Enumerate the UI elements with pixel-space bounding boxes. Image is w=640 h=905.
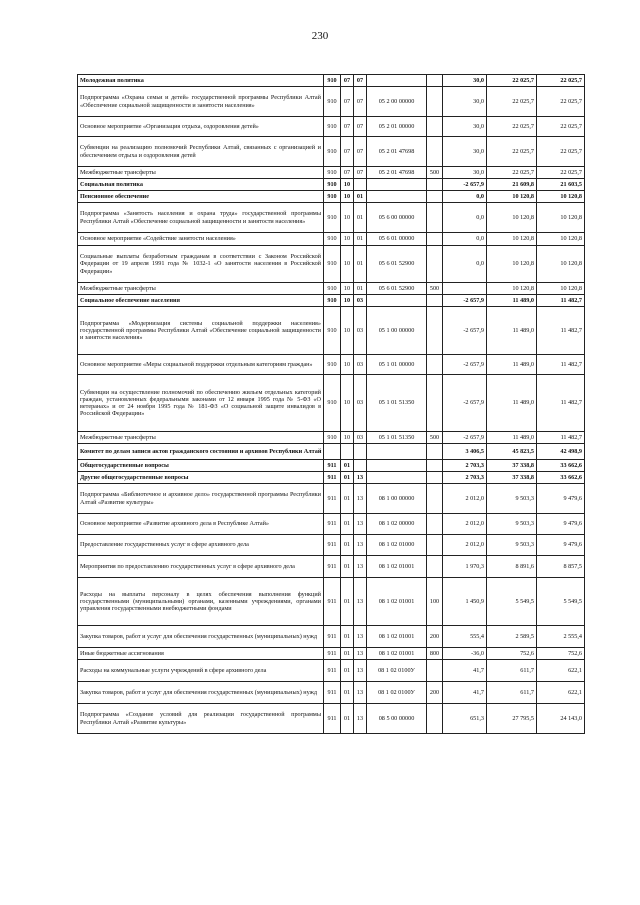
subsection-code: 03	[354, 307, 367, 355]
section-code: 01	[341, 472, 354, 484]
target-article-code: 05 2 01 00000	[367, 117, 427, 137]
row-name: Пенсионное обеспечение	[78, 191, 324, 203]
ved-code: 910	[324, 179, 341, 191]
ved-code: 910	[324, 75, 341, 87]
amount-year-2: 11 482,7	[537, 432, 585, 444]
amount-change: 2 012,0	[443, 514, 487, 535]
target-article-code	[367, 444, 427, 460]
expense-type-code	[427, 295, 443, 307]
amount-change: 2 012,0	[443, 535, 487, 556]
subsection-code: 03	[354, 432, 367, 444]
table-row	[78, 295, 585, 307]
ved-code: 911	[324, 682, 341, 704]
amount-year-1: 10 120,8	[487, 233, 537, 246]
subsection-code: 13	[354, 484, 367, 514]
amount-change: 30,0	[443, 137, 487, 167]
ved-code: 910	[324, 191, 341, 203]
target-article-code: 08 1 00 00000	[367, 484, 427, 514]
amount-year-2: 22 025,7	[537, 87, 585, 117]
target-article-code: 05 1 00 00000	[367, 307, 427, 355]
amount-change: 0,0	[443, 246, 487, 283]
subsection-code: 01	[354, 233, 367, 246]
row-name: Молодежная политика	[78, 75, 324, 87]
amount-year-2: 42 498,9	[537, 444, 585, 460]
expense-type-code	[427, 87, 443, 117]
section-code: 01	[341, 556, 354, 578]
table-row	[78, 179, 585, 191]
table-row	[78, 444, 585, 460]
subsection-code: 01	[354, 203, 367, 233]
subsection-code: 13	[354, 660, 367, 682]
amount-year-1: 611,7	[487, 682, 537, 704]
target-article-code	[367, 179, 427, 191]
subsection-code: 01	[354, 246, 367, 283]
expense-type-code	[427, 191, 443, 203]
amount-year-2: 21 603,5	[537, 179, 585, 191]
table-row	[78, 355, 585, 375]
expense-type-code: 500	[427, 167, 443, 179]
target-article-code: 05 1 01 51350	[367, 375, 427, 432]
table-row	[78, 432, 585, 444]
expense-type-code: 500	[427, 283, 443, 295]
ved-code: 910	[324, 203, 341, 233]
subsection-code: 13	[354, 578, 367, 626]
target-article-code: 05 2 01 47698	[367, 167, 427, 179]
table-row	[78, 87, 585, 117]
table-row	[78, 556, 585, 578]
subsection-code: 13	[354, 514, 367, 535]
amount-change: 0,0	[443, 203, 487, 233]
ved-code: 911	[324, 660, 341, 682]
row-name: Межбюджетные трансферты	[78, 167, 324, 179]
ved-code: 910	[324, 355, 341, 375]
row-name: Подпрограмма «Библиотечное и архивное дело» государственной программы Республики Алтай «Развитие культуры»	[78, 484, 324, 514]
target-article-code: 08 1 02 01001	[367, 578, 427, 626]
section-code: 01	[341, 578, 354, 626]
amount-year-2: 33 662,6	[537, 460, 585, 472]
row-name: Основное мероприятие «Организация отдыха, оздоровления детей»	[78, 117, 324, 137]
ved-code: 910	[324, 233, 341, 246]
row-name: Основное мероприятие «Меры социальной поддержки отдельным категориям граждан»	[78, 355, 324, 375]
amount-year-1: 2 589,5	[487, 626, 537, 648]
amount-year-2: 622,1	[537, 682, 585, 704]
row-name: Закупка товаров, работ и услуг для обеспечения государственных (муниципальных) нужд	[78, 626, 324, 648]
ved-code: 911	[324, 460, 341, 472]
amount-change	[443, 283, 487, 295]
row-name: Расходы на коммунальные услуги учреждений в сфере архивного дела	[78, 660, 324, 682]
table-row	[78, 484, 585, 514]
section-code: 01	[341, 535, 354, 556]
table-row	[78, 246, 585, 283]
section-code: 10	[341, 295, 354, 307]
table-row	[78, 514, 585, 535]
target-article-code	[367, 295, 427, 307]
amount-change: -2 657,9	[443, 295, 487, 307]
amount-change: 2 703,3	[443, 472, 487, 484]
amount-change: 1 970,3	[443, 556, 487, 578]
target-article-code: 08 5 00 00000	[367, 704, 427, 734]
ved-code: 911	[324, 704, 341, 734]
target-article-code: 05 1 01 51350	[367, 432, 427, 444]
amount-year-2: 11 482,7	[537, 375, 585, 432]
amount-change: -36,0	[443, 648, 487, 660]
amount-change: 2 703,3	[443, 460, 487, 472]
ved-code: 911	[324, 535, 341, 556]
ved-code: 910	[324, 375, 341, 432]
target-article-code: 08 1 02 0100У	[367, 660, 427, 682]
ved-code: 910	[324, 137, 341, 167]
row-name: Межбюджетные трансферты	[78, 283, 324, 295]
amount-change: -2 657,9	[443, 179, 487, 191]
row-name: Основное мероприятие «Содействие занятости населения»	[78, 233, 324, 246]
subsection-code: 03	[354, 355, 367, 375]
ved-code: 911	[324, 514, 341, 535]
ved-code: 911	[324, 626, 341, 648]
section-code: 10	[341, 203, 354, 233]
subsection-code: 13	[354, 704, 367, 734]
amount-year-1: 11 489,0	[487, 375, 537, 432]
amount-change: 41,7	[443, 682, 487, 704]
expense-type-code	[427, 355, 443, 375]
expense-type-code: 100	[427, 578, 443, 626]
ved-code: 910	[324, 117, 341, 137]
expense-type-code	[427, 444, 443, 460]
subsection-code: 07	[354, 137, 367, 167]
row-name: Подпрограмма «Создание условий для реализации государственной программы Республики Алтай «Развитие культуры»	[78, 704, 324, 734]
amount-change: 30,0	[443, 75, 487, 87]
ved-code: 911	[324, 578, 341, 626]
table-row	[78, 75, 585, 87]
section-code: 10	[341, 191, 354, 203]
ved-code: 910	[324, 246, 341, 283]
target-article-code: 08 1 02 01001	[367, 626, 427, 648]
subsection-code	[354, 179, 367, 191]
table-row	[78, 472, 585, 484]
row-name: Расходы на выплаты персоналу в целях обеспечения выполнения функций государственными (муниципальными) органами, казенными учреждениями, органами управления государственными внебюджетными фондами	[78, 578, 324, 626]
row-name: Социальное обеспечение населения	[78, 295, 324, 307]
amount-year-2: 9 479,6	[537, 484, 585, 514]
amount-year-2: 10 120,8	[537, 191, 585, 203]
row-name: Межбюджетные трансферты	[78, 432, 324, 444]
target-article-code	[367, 191, 427, 203]
expense-type-code	[427, 375, 443, 432]
amount-change: 651,3	[443, 704, 487, 734]
subsection-code: 13	[354, 472, 367, 484]
table-row	[78, 233, 585, 246]
amount-year-1: 10 120,8	[487, 203, 537, 233]
amount-year-2: 24 143,0	[537, 704, 585, 734]
expense-type-code	[427, 307, 443, 355]
amount-change: 0,0	[443, 233, 487, 246]
target-article-code: 05 6 01 52900	[367, 246, 427, 283]
amount-year-1: 9 503,3	[487, 535, 537, 556]
subsection-code: 13	[354, 648, 367, 660]
table-row	[78, 704, 585, 734]
table-row	[78, 307, 585, 355]
subsection-code: 13	[354, 682, 367, 704]
target-article-code: 05 6 01 52900	[367, 283, 427, 295]
row-name: Субвенции на осуществление полномочий по обеспечению жильем отдельных категорий граждан, установленных федеральными законами от 12 января 1995 года № 5-ФЗ «О ветеранах» и от 24 ноября 1995 года № 181-ФЗ «О социальной защите инвалидов в Российской Федерации»	[78, 375, 324, 432]
subsection-code: 07	[354, 117, 367, 137]
table-row	[78, 117, 585, 137]
amount-change: -2 657,9	[443, 375, 487, 432]
amount-year-2: 22 025,7	[537, 137, 585, 167]
expense-type-code	[427, 514, 443, 535]
expense-type-code	[427, 203, 443, 233]
table-row	[78, 578, 585, 626]
section-code: 07	[341, 137, 354, 167]
subsection-code: 13	[354, 626, 367, 648]
table-row	[78, 167, 585, 179]
amount-year-1: 37 338,8	[487, 460, 537, 472]
amount-year-1: 11 489,0	[487, 432, 537, 444]
amount-year-1: 5 549,5	[487, 578, 537, 626]
ved-code: 911	[324, 648, 341, 660]
section-code: 10	[341, 179, 354, 191]
amount-change: 3 406,5	[443, 444, 487, 460]
amount-year-1: 22 025,7	[487, 75, 537, 87]
section-code: 10	[341, 355, 354, 375]
amount-year-2: 22 025,7	[537, 167, 585, 179]
budget-table	[77, 74, 585, 734]
amount-year-1: 8 891,6	[487, 556, 537, 578]
amount-year-1: 11 489,0	[487, 355, 537, 375]
amount-year-2: 8 857,5	[537, 556, 585, 578]
section-code: 10	[341, 432, 354, 444]
target-article-code: 08 1 02 01001	[367, 556, 427, 578]
amount-year-1: 10 120,8	[487, 283, 537, 295]
amount-year-1: 10 120,8	[487, 246, 537, 283]
target-article-code	[367, 472, 427, 484]
amount-change: 30,0	[443, 87, 487, 117]
section-code: 01	[341, 514, 354, 535]
amount-year-2: 10 120,8	[537, 203, 585, 233]
row-name: Социальные выплаты безработным гражданам в соответствии с Законом Российской Федерации от 19 апреля 1991 года № 1032-1 «О занятости населения в Российской Федерации»	[78, 246, 324, 283]
amount-year-1: 21 609,8	[487, 179, 537, 191]
amount-year-2: 752,6	[537, 648, 585, 660]
expense-type-code	[427, 460, 443, 472]
page-number: 230	[311, 30, 329, 42]
amount-change: 41,7	[443, 660, 487, 682]
row-name: Закупка товаров, работ и услуг для обеспечения государственных (муниципальных) нужд	[78, 682, 324, 704]
amount-year-2: 11 482,7	[537, 307, 585, 355]
section-code: 07	[341, 87, 354, 117]
expense-type-code: 200	[427, 682, 443, 704]
target-article-code: 08 1 02 0100У	[367, 682, 427, 704]
section-code: 01	[341, 704, 354, 734]
amount-year-2: 33 662,6	[537, 472, 585, 484]
subsection-code: 13	[354, 556, 367, 578]
amount-year-2: 622,1	[537, 660, 585, 682]
table-row	[78, 375, 585, 432]
table-row	[78, 535, 585, 556]
table-row	[78, 682, 585, 704]
row-name: Подпрограмма «Охрана семьи и детей» государственной программы Республики Алтай «Обеспечение социальной защищенности и занятости населения»	[78, 87, 324, 117]
amount-year-1: 10 120,8	[487, 191, 537, 203]
section-code: 10	[341, 307, 354, 355]
section-code: 01	[341, 660, 354, 682]
amount-year-2: 22 025,7	[537, 117, 585, 137]
section-code	[341, 444, 354, 460]
subsection-code: 01	[354, 191, 367, 203]
section-code: 10	[341, 246, 354, 283]
amount-change: 0,0	[443, 191, 487, 203]
row-name: Иные бюджетные ассигнования	[78, 648, 324, 660]
expense-type-code: 500	[427, 432, 443, 444]
expense-type-code	[427, 660, 443, 682]
amount-year-1: 22 025,7	[487, 117, 537, 137]
amount-year-1: 11 489,0	[487, 295, 537, 307]
amount-year-2: 10 120,8	[537, 246, 585, 283]
subsection-code: 01	[354, 283, 367, 295]
target-article-code: 08 1 02 01000	[367, 535, 427, 556]
amount-year-2: 10 120,8	[537, 283, 585, 295]
ved-code: 910	[324, 295, 341, 307]
amount-year-1: 22 025,7	[487, 87, 537, 117]
expense-type-code	[427, 179, 443, 191]
amount-year-1: 752,6	[487, 648, 537, 660]
subsection-code	[354, 444, 367, 460]
amount-change: 30,0	[443, 167, 487, 179]
section-code: 10	[341, 233, 354, 246]
expense-type-code	[427, 137, 443, 167]
amount-year-1: 9 503,3	[487, 514, 537, 535]
row-name: Подпрограмма «Модернизация системы социальной поддержки населения» государственной программы Республики Алтай «Обеспечение социальной защищенности и занятости населения»	[78, 307, 324, 355]
ved-code: 910	[324, 283, 341, 295]
subsection-code: 07	[354, 167, 367, 179]
amount-year-1: 45 823,5	[487, 444, 537, 460]
amount-year-2: 5 549,5	[537, 578, 585, 626]
section-code: 01	[341, 484, 354, 514]
ved-code: 910	[324, 87, 341, 117]
row-name: Другие общегосударственные вопросы	[78, 472, 324, 484]
expense-type-code	[427, 75, 443, 87]
table-row	[78, 283, 585, 295]
expense-type-code	[427, 535, 443, 556]
ved-code: 910	[324, 432, 341, 444]
amount-change: 2 012,0	[443, 484, 487, 514]
amount-change: -2 657,9	[443, 307, 487, 355]
table-row	[78, 660, 585, 682]
table-row	[78, 460, 585, 472]
ved-code: 910	[324, 167, 341, 179]
ved-code: 911	[324, 556, 341, 578]
expense-type-code	[427, 246, 443, 283]
amount-year-1: 9 503,3	[487, 484, 537, 514]
expense-type-code	[427, 117, 443, 137]
expense-type-code: 800	[427, 648, 443, 660]
amount-year-1: 27 795,5	[487, 704, 537, 734]
target-article-code: 05 6 01 00000	[367, 233, 427, 246]
amount-year-2: 10 120,8	[537, 233, 585, 246]
target-article-code: 08 1 02 01001	[367, 648, 427, 660]
row-name: Предоставление государственных услуг в сфере архивного дела	[78, 535, 324, 556]
target-article-code: 05 2 00 00000	[367, 87, 427, 117]
subsection-code: 13	[354, 535, 367, 556]
row-name: Общегосударственные вопросы	[78, 460, 324, 472]
amount-year-2: 9 479,6	[537, 535, 585, 556]
amount-year-2: 9 479,6	[537, 514, 585, 535]
amount-year-1: 22 025,7	[487, 167, 537, 179]
table-row	[78, 191, 585, 203]
table-row	[78, 203, 585, 233]
expense-type-code	[427, 556, 443, 578]
row-name: Субвенции на реализацию полномочий Республики Алтай, связанных с организацией и обеспечением отдыха и оздоровления детей	[78, 137, 324, 167]
amount-change: -2 657,9	[443, 355, 487, 375]
row-name: Комитет по делам записи актов гражданского состояния и архивов Республики Алтай	[78, 444, 324, 460]
amount-year-2: 11 482,7	[537, 295, 585, 307]
subsection-code: 03	[354, 375, 367, 432]
row-name: Социальная политика	[78, 179, 324, 191]
amount-change: 1 450,9	[443, 578, 487, 626]
ved-code: 910	[324, 307, 341, 355]
target-article-code: 05 6 00 00000	[367, 203, 427, 233]
row-name: Мероприятия по предоставлению государственных услуг в сфере архивного дела	[78, 556, 324, 578]
expense-type-code	[427, 704, 443, 734]
row-name: Подпрограмма «Занятость населения и охрана труда» государственной программы Республики Алтай «Обеспечение социальной защищенности и занятости населения»	[78, 203, 324, 233]
ved-code	[324, 444, 341, 460]
target-article-code: 05 1 01 00000	[367, 355, 427, 375]
target-article-code: 08 1 02 00000	[367, 514, 427, 535]
section-code: 10	[341, 375, 354, 432]
expense-type-code: 200	[427, 626, 443, 648]
target-article-code: 05 2 01 47698	[367, 137, 427, 167]
section-code: 01	[341, 682, 354, 704]
amount-year-1: 37 338,8	[487, 472, 537, 484]
section-code: 10	[341, 283, 354, 295]
amount-change: -2 657,9	[443, 432, 487, 444]
subsection-code: 07	[354, 75, 367, 87]
section-code: 01	[341, 460, 354, 472]
table-row	[78, 626, 585, 648]
target-article-code	[367, 75, 427, 87]
section-code: 07	[341, 167, 354, 179]
table-row	[78, 137, 585, 167]
amount-change: 30,0	[443, 117, 487, 137]
expense-type-code	[427, 472, 443, 484]
expense-type-code	[427, 484, 443, 514]
section-code: 07	[341, 75, 354, 87]
section-code: 01	[341, 648, 354, 660]
amount-year-2: 11 482,7	[537, 355, 585, 375]
amount-year-2: 2 555,4	[537, 626, 585, 648]
expense-type-code	[427, 233, 443, 246]
subsection-code: 07	[354, 87, 367, 117]
ved-code: 911	[324, 484, 341, 514]
row-name: Основное мероприятие «Развитие архивного дела в Республике Алтай»	[78, 514, 324, 535]
amount-year-1: 611,7	[487, 660, 537, 682]
ved-code: 911	[324, 472, 341, 484]
amount-year-1: 22 025,7	[487, 137, 537, 167]
amount-year-2: 22 025,7	[537, 75, 585, 87]
section-code: 01	[341, 626, 354, 648]
amount-year-1: 11 489,0	[487, 307, 537, 355]
amount-change: 555,4	[443, 626, 487, 648]
table-row	[78, 648, 585, 660]
subsection-code: 03	[354, 295, 367, 307]
subsection-code	[354, 460, 367, 472]
target-article-code	[367, 460, 427, 472]
section-code: 07	[341, 117, 354, 137]
